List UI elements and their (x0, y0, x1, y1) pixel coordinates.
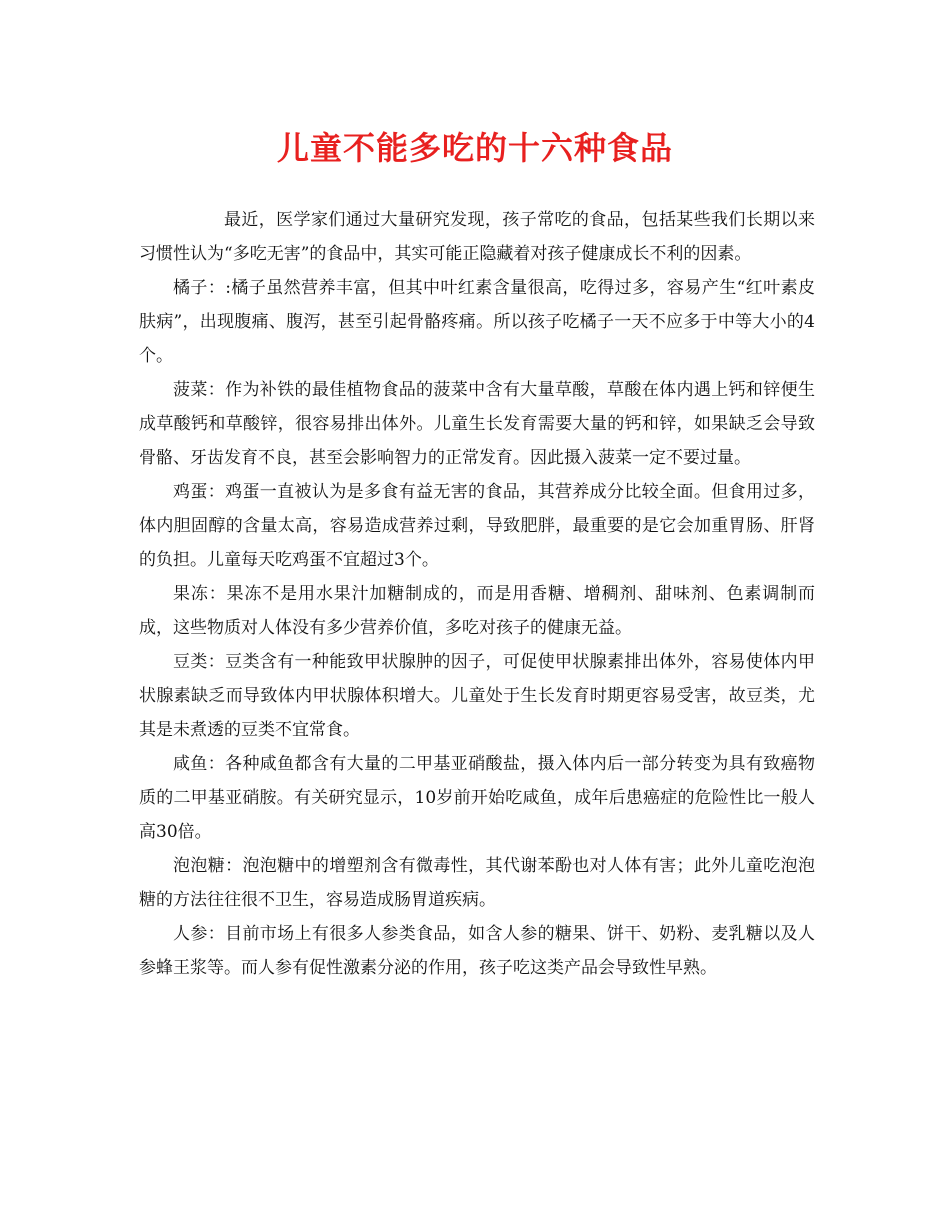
paragraph-ginseng: 人参：目前市场上有很多人参类食品，如含人参的糖果、饼干、奶粉、麦乳糖以及人参蜂王浆等。而人参有促性激素分泌的作用，孩子吃这类产品会导致性早熟。 (139, 924, 815, 978)
paragraph-jelly: 果冻：果冻不是用水果汁加糖制成的，而是用香糖、增稠剂、甜味剂、色素调制而成，这些物质对人体没有多少营养价值，多吃对孩子的健康无益。 (139, 584, 815, 638)
paragraph-bubble-gum: 泡泡糖：泡泡糖中的增塑剂含有微毒性，其代谢苯酚也对人体有害；此外儿童吃泡泡糖的方法往往很不卫生，容易造成肠胃道疾病。 (139, 856, 815, 910)
paragraph-orange: 橘子：:橘子虽然营养丰富，但其中叶红素含量很高，吃得过多，容易产生“红叶素皮肤病”，出现腹痛、腹泻，甚至引起骨骼疼痛。所以孩子吃橘子一天不应多于中等大小的4个。 (139, 278, 815, 366)
document-body (139, 203, 815, 985)
paragraph-beans: 豆类：豆类含有一种能致甲状腺肿的因子，可促使甲状腺素排出体外，容易使体内甲状腺素缺乏而导致体内甲状腺体积增大。儿童处于生长发育时期更容易受害，故豆类，尤其是未煮透的豆类不宜常食。 (139, 652, 815, 740)
paragraph-spinach: 菠菜：作为补铁的最佳植物食品的菠菜中含有大量草酸，草酸在体内遇上钙和锌便生成草酸钙和草酸锌，很容易排出体外。儿童生长发育需要大量的钙和锌，如果缺乏会导致骨骼、牙齿发育不良，甚至会影响智力的正常发育。因此摄入菠菜一定不要过量。 (139, 380, 815, 468)
paragraph-salted-fish: 咸鱼：各种咸鱼都含有大量的二甲基亚硝酸盐，摄入体内后一部分转变为具有致癌物质的二甲基亚硝胺。有关研究显示，10岁前开始吃咸鱼，成年后患癌症的危险性比一般人高30倍。 (139, 754, 815, 842)
paragraph-egg: 鸡蛋：鸡蛋一直被认为是多食有益无害的食品，其营养成分比较全面。但食用过多，体内胆固醇的含量太高，容易造成营养过剩，导致肥胖，最重要的是它会加重胃肠、肝肾的负担。儿童每天吃鸡蛋不宜超过3个。 (139, 482, 815, 570)
paragraph-intro: 最近，医学家们通过大量研究发现，孩子常吃的食品，包括某些我们长期以来习惯性认为“多吃无害”的食品中，其实可能正隐藏着对孩子健康成长不利的因素。 (139, 210, 815, 264)
page-title: 儿童不能多吃的十六种食品 (276, 129, 673, 167)
